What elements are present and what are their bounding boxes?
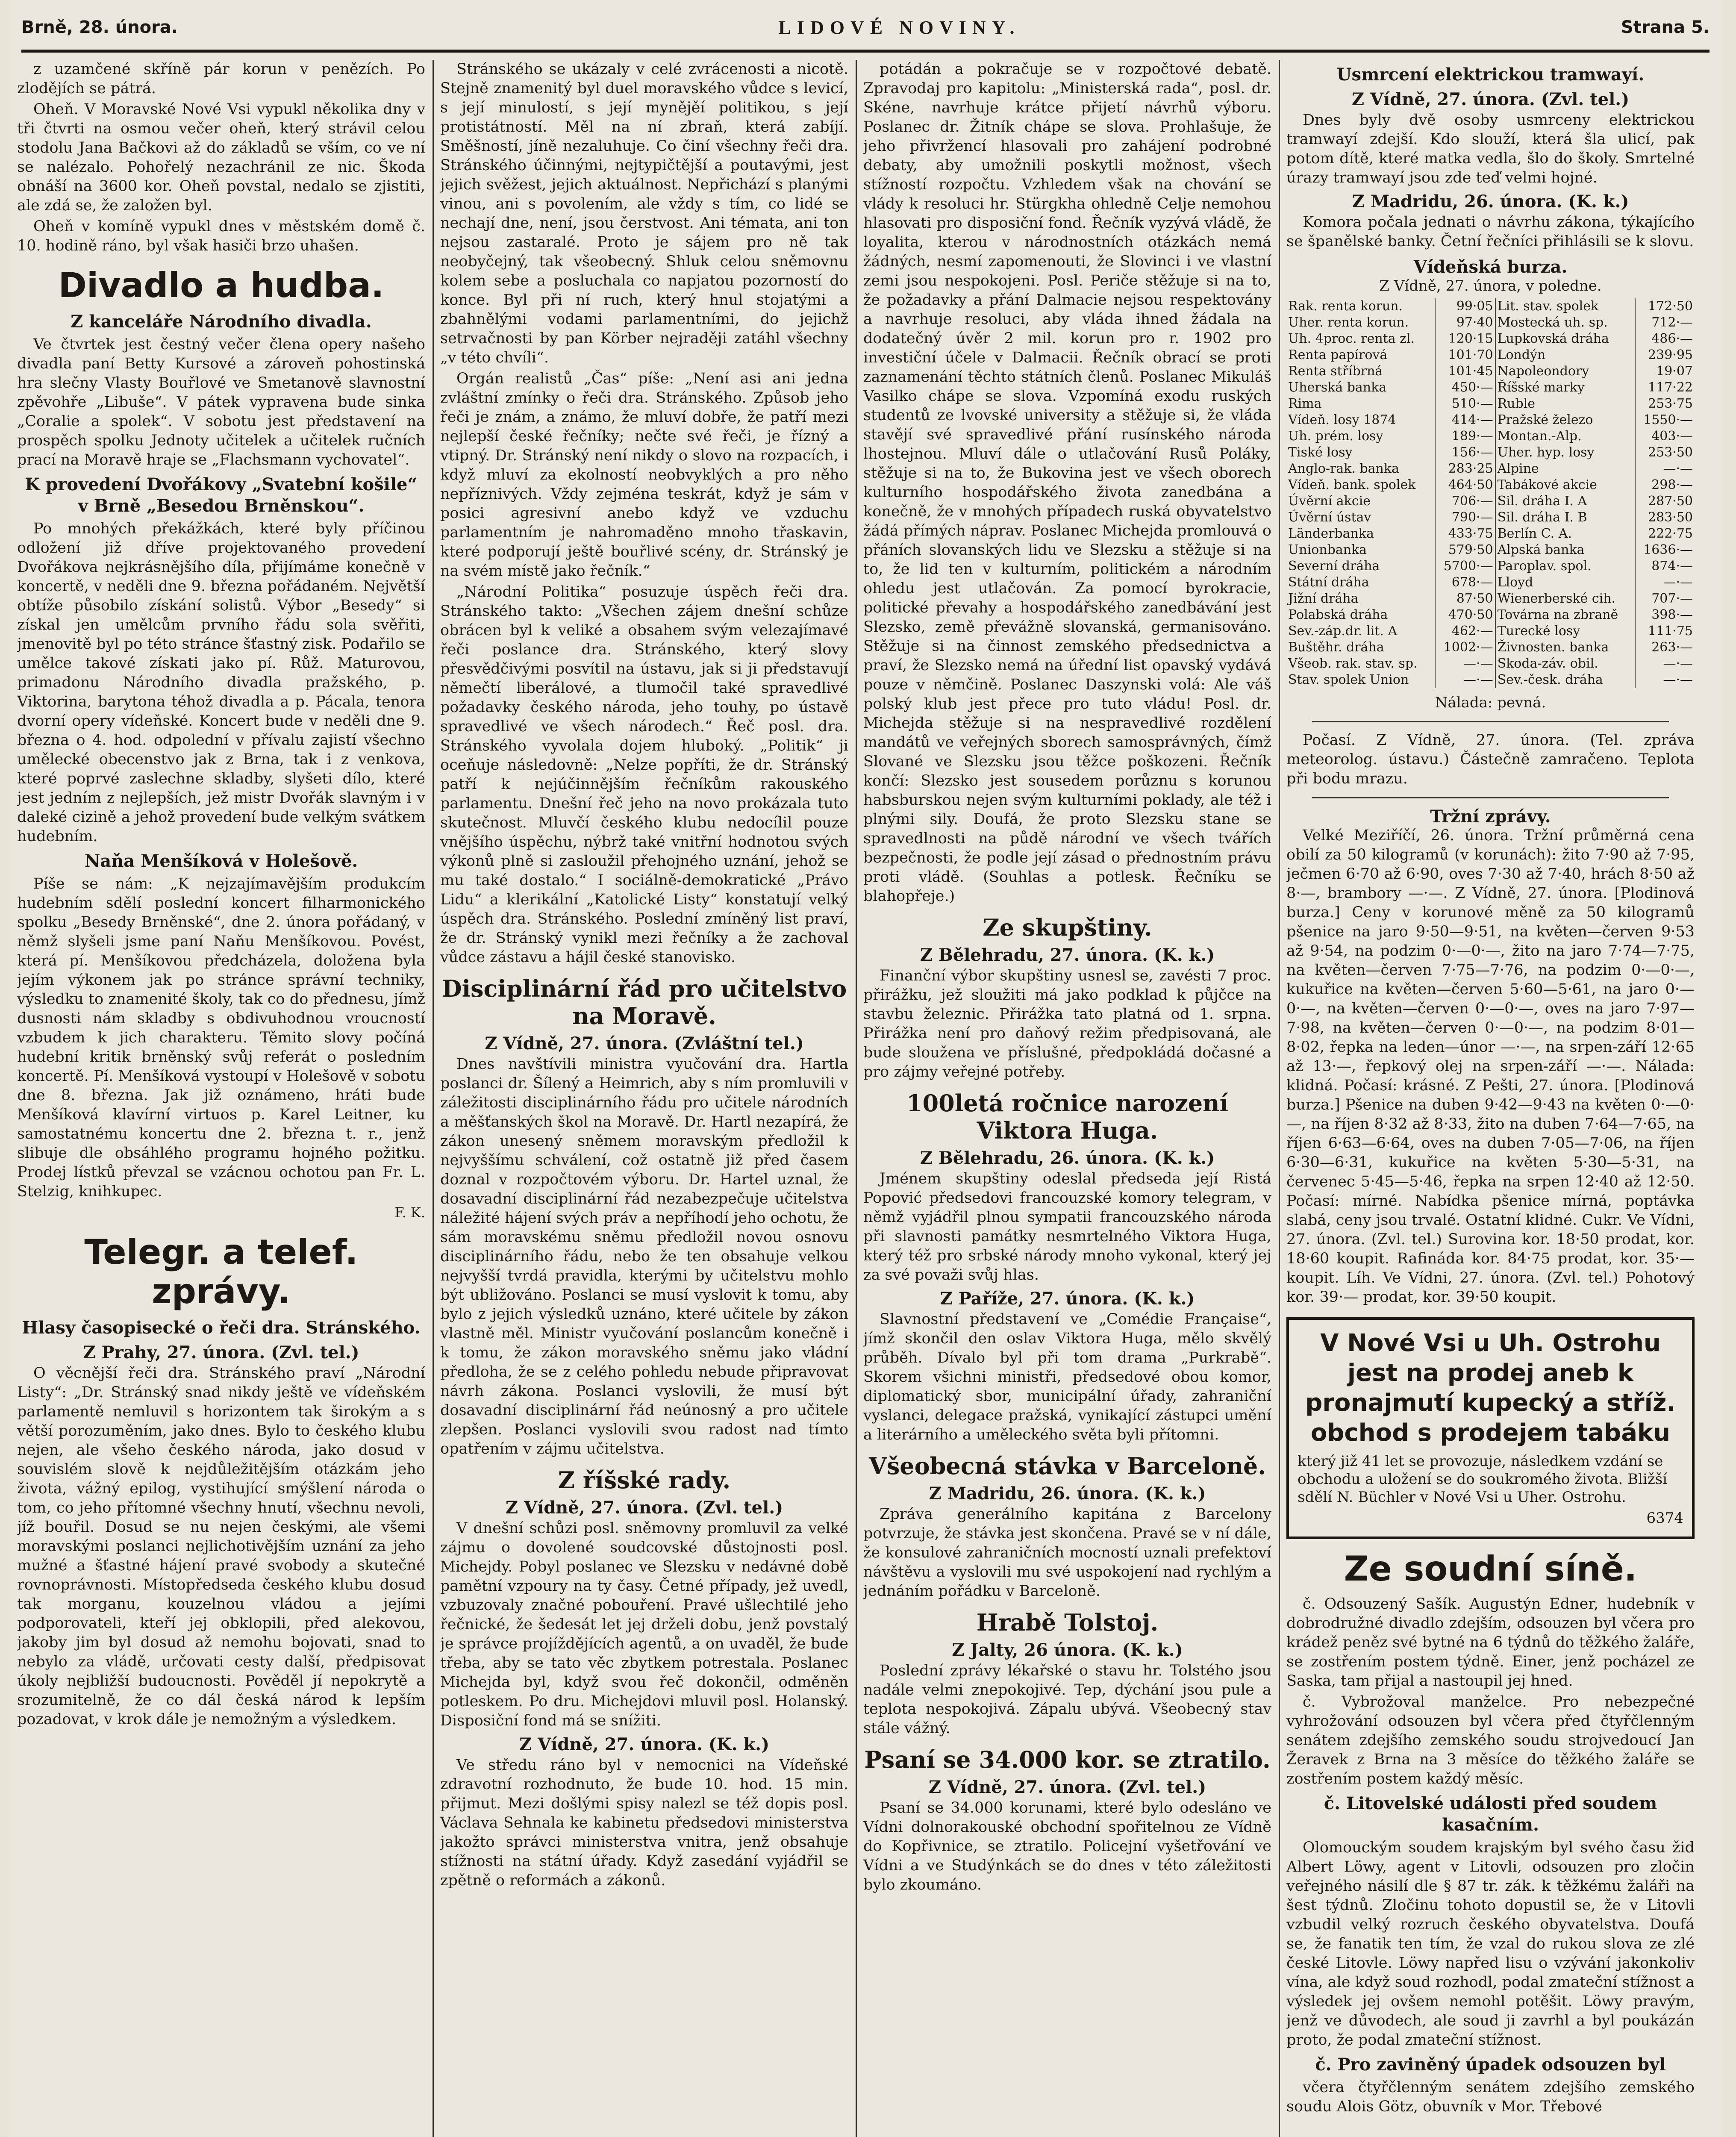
stock-name: Jižní dráha bbox=[1288, 591, 1359, 606]
stock-price: 707·— bbox=[1635, 591, 1695, 607]
stock-price: 172·50 bbox=[1635, 298, 1695, 315]
stock-name: Rima bbox=[1288, 396, 1322, 411]
article-heading: č. Litovelské události před soudem kasačním. bbox=[1324, 1793, 1657, 1835]
stock-price: 239·95 bbox=[1635, 347, 1695, 363]
stock-name: Sil. dráha I. B bbox=[1495, 509, 1635, 526]
market-heading: Tržní zprávy. bbox=[1430, 807, 1551, 827]
article-paragraph: V dnešní schůzi posl. sněmovny promluvil za velké zájmu o dovolené soudcovské důstojnosti posl. Michejdy. Pobyl poslanec ve Slezsku v nedávné době pamětní vzpoury na ty časy. Četné případy, jež uvedl, vzbuzovaly značné pobouření. Pravé ušlechtilé jeho řečnické, že šedesát let jej drželi dobu, jenž povstalý je správce projíždějících agentů, a on uvaděl, že bude třeba, aby se tato věc zbytkem potrestala. Poslanec Michejda byl, když svou řeč dokončil, odměněn potleskem. Po dru. Michejdovi mluvil posl. Holanský. Disposiční fond má se snížiti. bbox=[440, 1520, 848, 1729]
stock-name: Sev.-záp.dr. lit. A bbox=[1288, 624, 1398, 639]
stock-row bbox=[1286, 558, 1695, 574]
stock-row bbox=[1286, 639, 1695, 656]
article-paragraph: Poslední zprávy lékařské o stavu hr. Tolstého jsou nadále velmi znepokojivé. Tep, dýchání jsou pule a teplota nespokojivá. Zápalu ubývá. Všeobecný stav stále vážný. bbox=[863, 1662, 1271, 1737]
stock-row bbox=[1286, 461, 1695, 477]
stock-name: Sil. dráha I. A bbox=[1495, 493, 1635, 509]
stock-price: 579·50 bbox=[1435, 542, 1495, 558]
stock-price: 253·75 bbox=[1635, 396, 1695, 412]
article-heading: Ze skupštiny. bbox=[983, 914, 1152, 941]
stock-price: 111·75 bbox=[1635, 623, 1695, 639]
article-paragraph: Ve čtvrtek jest čestný večer člena opery našeho divadla paní Betty Kursové a zároveň pohostinská hra slečny Vlasty Bouřlové ve Smetanově slavnostní zpěvohře „Libuše“. V pátek vypravena bude sinka „Coralie a spolek“. V sobotu jest představení na prospěch spolku Jednoty učitelek a učitelek ručních prací na Moravě hraje se „Flachsmann vychovatel“. bbox=[17, 336, 425, 468]
column-4 bbox=[1286, 60, 1695, 2137]
stock-name: Státní dráha bbox=[1288, 575, 1369, 590]
article-paragraph: č. Vybrožoval manželce. Pro nebezpečné vyhrožování odsouzen byl včera před čtyřčlenným senátem zdejšího zemského soudu strojvedoucí Jan Žeravek z Brna na 3 měsíce do těžkého žaláře se zostřením postem každý měsíc. bbox=[1286, 1693, 1695, 1787]
stock-price: 464·50 bbox=[1435, 477, 1495, 493]
stock-name: Továrna na zbraně bbox=[1495, 607, 1635, 623]
article-paragraph: z uzamčené skříně pár korun v penězích. Po zlodějích se pátrá. bbox=[17, 61, 425, 97]
stock-name: Londýn bbox=[1495, 347, 1635, 363]
article-heading: 100letá ročnice narození Viktora Huga. bbox=[906, 1089, 1228, 1144]
ad-number: 6374 bbox=[1646, 1510, 1683, 1527]
dateline: Z Bělehradu, 27. února. (K. k.) bbox=[920, 945, 1215, 965]
stock-name: Lit. stav. spolek bbox=[1495, 298, 1635, 315]
stock-price: —·— bbox=[1435, 672, 1495, 688]
stock-price: 1550·— bbox=[1635, 412, 1695, 428]
article-paragraph: Psaní se 34.000 korunami, které bylo odesláno ve Vídni dolnorakouské obchodní spořitelnou ze Vídně do Kopřivnice, se ztratilo. Policejní vyšetřování ve Vídni a ve Studýnkách se do dnes v této záležitosti bylo zkoumáno. bbox=[863, 1799, 1271, 1893]
article-paragraph: Jménem skupštiny odeslal předseda její Ristá Popović předsedovi francouzské komory telegram, v němž vyjádřil plnou sympatii francouzského národa při slavnosti památky nesmrtelného Viktora Huga, který též pro srbské národy mnoho vykonal, který jej za své považi svůj hlas. bbox=[863, 1170, 1271, 1283]
stock-row bbox=[1286, 444, 1695, 461]
stock-price: 790·— bbox=[1435, 509, 1495, 526]
column-3 bbox=[863, 60, 1271, 2137]
stock-name: Ruble bbox=[1495, 396, 1635, 412]
stock-price: —·— bbox=[1635, 461, 1695, 477]
stock-row bbox=[1286, 412, 1695, 428]
stock-price: 450·— bbox=[1435, 380, 1495, 396]
stock-row bbox=[1286, 315, 1695, 331]
stock-price: —·— bbox=[1635, 672, 1695, 688]
stock-name: Unionbanka bbox=[1288, 542, 1367, 557]
stock-price: 117·22 bbox=[1635, 380, 1695, 396]
stock-name: Länderbanka bbox=[1288, 526, 1374, 541]
stock-mood: Nálada: pevná. bbox=[1435, 694, 1546, 711]
stock-row bbox=[1286, 526, 1695, 542]
dateline: Z Bělehradu, 26. února. (K. k.) bbox=[920, 1148, 1215, 1168]
stock-row bbox=[1286, 607, 1695, 623]
stock-price: 486·— bbox=[1635, 331, 1695, 347]
stock-name: Napoleondory bbox=[1495, 363, 1635, 380]
stock-price: 1636·— bbox=[1635, 542, 1695, 558]
stock-name: Tiské losy bbox=[1288, 445, 1353, 460]
stock-price: —·— bbox=[1635, 656, 1695, 672]
article-paragraph: č. Odsouzený Sašík. Augustýn Edner, hudebník v dobrodružné divadlo zdejším, odsouzen byl včera pro krádež peněz své bytné na 6 týdnů do těžkého žaláře, se zostřením postem týdně. Einer, jenž pocházel ze Saska, tam přijal a nastoupil jej hned. bbox=[1286, 1595, 1695, 1690]
stock-row bbox=[1286, 477, 1695, 493]
stock-name: Paroplav. spol. bbox=[1495, 558, 1635, 574]
stock-row bbox=[1286, 542, 1695, 558]
stock-row bbox=[1286, 656, 1695, 672]
market-report: Velké Meziříčí, 26. února. Tržní průměrná cena obilí za 50 kilogramů (v korunách): žito 7·90 až 7·95, ječmen 6·70 až 6·90, oves 7·30 až 7·40, hrách 8·50 až 8·—, brambory —·—. Z Vídně, 27. února. [Plodinová burza.] Ceny v korunové měně za 50 kilogramů pšenice na jaro 9·50—9·51, na květen—červen 9·53 až 9·54, na podzim 0·—0·—, žito na jaro 7·74—7·75, na květen—červen 7·75—7·76, na podzim 0·—0·—, kukuřice na květen—červen 5·60—5·61, na jaro 0·—0·—, na květen—červen 0·—0·—, oves na jaro 7·97—7·98, na květen—červen 0·—0·—, na podzim 8·01—8·02, řepka na leden—únor —·—, na srpen-září 12·65 až 13·—, řepkový olej na srpen-září —·—. Nálada: klidná. Počasí: krásné. Z Pešti, 27. února. [Plodinová burza.] Pšenice na duben 9·42—9·43 na květen 0·—0·—, na říjen 8·32 až 8·33, žito na duben 7·64—7·65, na říjen 6·63—6·64, oves na duben 7·05—7·06, na říjen 6·30—6·31, kukuřice na květen 5·30—5·31, na červenec 5·45—5·46, řepka na srpen 12·40 až 12·50. Počasí: mírné. Nabídka pšenice mírná, poptávka slabá, ceny jsou trvalé. Ostatní klidné. Cukr. Ve Vídni, 27. února. (Zvl. tel.) Surovina kor. 18·50 prodat, kor. 18·60 koupit. Rafináda kor. 84·75 prodat, kor. 35·— koupit. Líh. Ve Vídni, 27. února. (Zvl. tel.) Pohotový kor. 39·— prodat, kor. 39·50 koupit. bbox=[1286, 827, 1695, 1306]
stock-name: Alpine bbox=[1495, 461, 1635, 477]
stock-name: Alpská banka bbox=[1495, 542, 1635, 558]
newspaper-page bbox=[9, 0, 1722, 2137]
stock-price: 706·— bbox=[1435, 493, 1495, 509]
stock-name: Mostecká uh. sp. bbox=[1495, 315, 1635, 331]
stock-name: Tabákové akcie bbox=[1495, 477, 1635, 493]
stock-price: 189·— bbox=[1435, 428, 1495, 444]
stock-exchange-dateline: Z Vídně, 27. února, v poledne. bbox=[1379, 277, 1602, 294]
dateline: Z Madridu, 26. února. (K. k.) bbox=[1352, 191, 1629, 212]
stock-name: Vídeň. bank. spolek bbox=[1288, 477, 1416, 492]
stock-name: Buštěhr. dráha bbox=[1288, 640, 1384, 655]
stock-name: Lloyd bbox=[1495, 574, 1635, 591]
stock-price: 87·50 bbox=[1435, 591, 1495, 607]
stock-name: Rak. renta korun. bbox=[1288, 299, 1403, 314]
dateline: Z Vídně, 27. února. (K. k.) bbox=[519, 1734, 770, 1754]
article-paragraph: Ve středu ráno byl v nemocnici na Vídeňské zdravotní rozhodnuto, že bude 10. hod. 15 min. přijmut. Mezi došlými spisy nalezl se též dopis posl. Václava Sehnala ke kabinetu předsedovi ministerstva jakožto správci ministerstva vnitra, jenž obsahuje stížnosti na státní úřady. Když zasedání vyjádřil se zpětně o reformách a zákonů. bbox=[440, 1757, 848, 1889]
stock-row bbox=[1286, 672, 1695, 688]
article-paragraph: Píše se nám: „K nejzajímavějším produkcím hudebním sdělí poslední koncert filharmonického spolku „Besedy Brněnské“, dne 2. února pořádaný, v němž slyšeli jsme paní Naňu Menšíkovou. Povést, která pí. Menšíkovou předcházela, doložena byla jejím výkonem jak po stránce správní techniky, výsledku to znamenité školy, tak co do přednesu, jímž dusnosti nám skladby s obdivuhodnou vroucností vzbudem k jich charakteru. Těmito slovy počíná hudební kritik brněnský svůj referát o posledním koncertě. Pí. Menšíková vystoupí v Holešově v sobotu dne 8. března. Jak již oznámeno, hráti bude Menšíková klavírní virtuos p. Karel Leitner, ku samostatnému koncertu dne 2. března t. r., jenž slibuje dle obsáhlého programu hojného požitku. Prodej lístků převzal se vzácnou ochotou pan Fr. L. Stelzig, knihkupec. bbox=[17, 875, 425, 1200]
article-paragraph: Oheň. V Moravské Nové Vsi vypukl několika dny v tři čtvrti na osmou večer oheň, který strávil celou stodolu Jana Bačkovi až do základů se vším, co ve ní se nalézalo. Pohořelý nezachránil ze nic. Škoda obnáší na 3600 kor. Oheň povstal, nedalo se zjistiti, ale zdá se, že založen byl. bbox=[17, 101, 425, 214]
stock-price: 283·50 bbox=[1635, 509, 1695, 526]
article-heading: K provedení Dvořákovy „Svatební košile“ v Brně „Besedou Brněnskou“. bbox=[25, 474, 418, 516]
article-heading: Naňa Menšíková v Holešově. bbox=[84, 851, 358, 871]
ad-title: V Nové Vsi u Uh. Ostrohu jest na prodej aneb k pronajmutí kupecký a stříž. obchod s prodejem tabáku bbox=[1305, 1329, 1676, 1447]
stock-price: 5700·— bbox=[1435, 558, 1495, 574]
stock-price: 120·15 bbox=[1435, 331, 1495, 347]
stock-price: 283·25 bbox=[1435, 461, 1495, 477]
stock-name: Lupkovská dráha bbox=[1495, 331, 1635, 347]
stock-price: 874·— bbox=[1635, 558, 1695, 574]
dateline: Z Vídně, 27. února. (Zvl. tel.) bbox=[505, 1498, 783, 1518]
column-1 bbox=[17, 60, 425, 2137]
stock-name: Uher. hyp. losy bbox=[1495, 444, 1635, 461]
article-heading: Všeobecná stávka v Barceloně. bbox=[868, 1452, 1266, 1480]
stock-name: Severní dráha bbox=[1288, 559, 1380, 574]
section-heading: Divadlo a hudba. bbox=[58, 265, 384, 305]
stock-name: Říšské marky bbox=[1495, 380, 1635, 396]
stock-row bbox=[1286, 380, 1695, 396]
section-heading: Ze soudní síně. bbox=[1344, 1549, 1637, 1589]
stock-name: Wienerberské cih. bbox=[1495, 591, 1635, 607]
stock-name: Polabská dráha bbox=[1288, 607, 1388, 622]
stock-name: Uher. renta korun. bbox=[1288, 315, 1409, 330]
stock-price: 470·50 bbox=[1435, 607, 1495, 623]
stock-name: Úvěrní ústav bbox=[1288, 510, 1371, 525]
stock-name: Úvěrní akcie bbox=[1288, 494, 1371, 509]
stock-price: 298·— bbox=[1635, 477, 1695, 493]
article-paragraph: včera čtyřčlenným senátem zdejšího zemského soudu Alois Götz, obuvník v Mor. Třebové bbox=[1286, 2079, 1695, 2115]
stock-row bbox=[1286, 347, 1695, 363]
divider bbox=[1312, 797, 1669, 798]
ad-text: který již 41 let se provozuje, následkem vzdání se obchodu a uložení se do soukromého života. Bližší sdělí N. Büchler v Nové Vsi u Uher. Ostrohu. bbox=[1298, 1453, 1668, 1506]
article-paragraph: Oheň v komíně vypukl dnes v městském domě č. 10. hodině ráno, byl však hasiči brzo uhašen. bbox=[17, 218, 425, 254]
article-paragraph: Slavnostní představení ve „Comédie Française“, jímž skončil den oslav Viktora Huga, mělo skvělý průběh. Dívalo byl při tom drama „Purkrabě“. Skorem všichni ministři, předsedové obou komor, diplomatický sbor, municipální úřady, zahraniční vyslanci, delegace pražská, vynikající zástupci umění a literárního a uměleckého světa byli přítomni. bbox=[863, 1311, 1271, 1443]
stock-name: Renta papírová bbox=[1288, 347, 1388, 362]
masthead-title: LIDOVÉ NOVINY. bbox=[778, 17, 1021, 38]
section-heading: Telegr. a telef. zprávy. bbox=[84, 1232, 358, 1311]
stock-price: 414·— bbox=[1435, 412, 1495, 428]
page-header bbox=[21, 5, 1710, 53]
stock-price: 462·— bbox=[1435, 623, 1495, 639]
stock-price: 403·— bbox=[1635, 428, 1695, 444]
article-heading: Disciplinární řád pro učitelstvo na Moravě. bbox=[441, 975, 847, 1030]
dateline: Z Vídně, 27. února. (Zvl. tel.) bbox=[1351, 89, 1630, 109]
stock-name: Uherská banka bbox=[1288, 380, 1387, 395]
article-heading: Hrabě Tolstoj. bbox=[976, 1609, 1159, 1636]
stock-row bbox=[1286, 574, 1695, 591]
stock-row bbox=[1286, 591, 1695, 607]
stock-row bbox=[1286, 298, 1695, 315]
stock-price: 99·05 bbox=[1435, 298, 1495, 315]
stock-price: 398·— bbox=[1635, 607, 1695, 623]
weather-report: Počasí. Z Vídně, 27. února. (Tel. zpráva meteorolog. ústavu.) Částečně zamračeno. Teplota při bodu mrazu. bbox=[1286, 732, 1695, 787]
article-heading: Z říšské rady. bbox=[558, 1466, 731, 1494]
stock-name: Skoda-záv. obil. bbox=[1495, 656, 1635, 672]
stock-name: Montan.-Alp. bbox=[1495, 428, 1635, 444]
article-heading: Hlasy časopisecké o řeči dra. Stránského. bbox=[22, 1318, 421, 1338]
article-paragraph: Dnes byly dvě osoby usmrceny elektrickou tramwayí zdejší. Kdo slouží, která šla ulicí, pak potom dítě, které matka vedla, šlo do školy. Smrtelné úrazy tramwayí jsou zde teď velmi hojné. bbox=[1286, 112, 1695, 186]
article-paragraph: Stránského se ukázaly v celé zvrácenosti a nicotě. Stejně znamenitý byl duel moravského vůdce s levicí, s její minulostí, s její mynějěí politikou, s její protistátností. Měl na ní zbraň, která zabíjí. Směšností, jíně nezaluhuje. Co činí všechny řeči dra. Stránského účinnými, nejtypičtější a poutavými, jest jejich svěžest, jejich aktuálnost. Nepřichází s planými vinou, ani s povolením, ale vždy s tím, co lidé se nechají dne, není, jsou čerstvost. Ani témata, ani ton nejsou zastaralé. Proto je sájem pro ně tak neobyčejný, tak všeobecný. Shluk celou sněmovnu kolem sebe a posluchala co napjatou pozorností do konce. Byl při ní ruch, který hnul stojatými a zbahnělými vodami parlamentními, do jejichž setrvačnosti by pan Körber nejraději zatáhl všechny „v této chvíli“. bbox=[440, 61, 848, 366]
stock-table bbox=[1286, 298, 1695, 688]
stock-price: 263·— bbox=[1635, 639, 1695, 656]
dateline: Z Prahy, 27. února. (Zvl. tel.) bbox=[83, 1342, 359, 1363]
stock-price: 433·75 bbox=[1435, 526, 1495, 542]
column-divider bbox=[433, 60, 434, 2137]
stock-price: 97·40 bbox=[1435, 315, 1495, 331]
stock-name: Vídeň. losy 1874 bbox=[1288, 412, 1396, 427]
stock-name: Sev.-česk. dráha bbox=[1495, 672, 1635, 688]
stock-row bbox=[1286, 428, 1695, 444]
stock-price: 287·50 bbox=[1635, 493, 1695, 509]
stock-name: Živnosten. banka bbox=[1495, 639, 1635, 656]
stock-row bbox=[1286, 623, 1695, 639]
stock-exchange-heading: Vídeňská burza. bbox=[1413, 257, 1568, 277]
stock-name: Renta stříbrná bbox=[1288, 364, 1383, 379]
article-paragraph: Orgán realistů „Čas“ píše: „Není asi ani jedna zvláštní zmínky o řeči dra. Stránského. Způsob jeho řeči je znám, a známo, že mluví dobře, že patří mezi nejlepší české řečníky; nečte své řeči, je řízný a vtipný. Dr. Stránský není nikdy o slovo na rozpacích, i když mluví za ekolností neobvyklých a pro něho nepříznivých. Vždy zejména teskrát, když je sám v posici agresivní anebo když ve vzduchu parlamentním je nahromaděno mnoho třaskavin, které podporují ještě bouřlivé scény, dr. Stránský je na svém místě jako řečník.“ bbox=[440, 370, 848, 580]
stock-name: Anglo-rak. banka bbox=[1288, 461, 1399, 476]
stock-price: —·— bbox=[1435, 656, 1495, 672]
stock-name: Turecké losy bbox=[1495, 623, 1635, 639]
dateline: Z Paříže, 27. února. (K. k.) bbox=[940, 1289, 1195, 1309]
dateline: Z Madridu, 26. února. (K. k.) bbox=[929, 1484, 1206, 1504]
article-heading: Usmrcení elektrickou tramwayí. bbox=[1336, 65, 1645, 85]
stock-price: 19·07 bbox=[1635, 363, 1695, 380]
stock-name: Všeob. rak. stav. sp. bbox=[1288, 656, 1418, 671]
author-signature: F. K. bbox=[394, 1204, 425, 1221]
dateline: Z Vídně, 27. února. (Zvl. tel.) bbox=[928, 1777, 1206, 1797]
article-paragraph: „Národní Politika“ posuzuje úspěch řeči dra. Stránského takto: „Všechen zájem dnešní schůze obrácen byl k veliké a obsahem svým velezajímavé řeči poslance dra. Stránského, který slovy přesvědčivými posvítil na ústavu, jak si ji představují němečtí liberálové, a tlumočil také spravedlivé požadavky českého národa, jeho touhy, po ústavě spravedlivé ve všech národech.“ Řeč posl. dra. Stránského vyvolala dojem hluboký. „Politik“ ji oceňuje následovně: „Nelze popříti, že dr. Stránský patří k nejúčinnějším řečníkům rakouského parlamentu. Dnešní řeč jeho na novo prokázala tuto skutečnost. Mluvčí českého klubu nedocílil pouze vnějšího úspěchu, nýbrž také vnitřní hodnotou svých výkonů plně si zasloužil přehojného uznání, jehož se mu také dostalo.“ I sociálně-demokratické „Právo Lidu“ a klerikální „Katolické Listy“ konstatují velký úspěch dra. Stránského. Poslední zmíněný list praví, že dr. Stránský vynikl mezi řečníky a že zachoval vůdce zástavu a hájil české stanovisko. bbox=[440, 583, 848, 966]
stock-row bbox=[1286, 509, 1695, 526]
article-heading: Psaní se 34.000 kor. se ztratilo. bbox=[864, 1746, 1271, 1773]
dateline: Z Vídně, 27. února. (Zvláštní tel.) bbox=[485, 1033, 804, 1054]
article-paragraph: potádán a pokračuje se v rozpočtové debatě. Zpravodaj pro kapitolu: „Ministerská rada“, posl. dr. Skéne, navrhuje krátce přijetí návrhů výboru. Poslanec dr. Žitník chápe se slova. Prohlašuje, že jeho přivržencí hlasovali pro zahájení podrobné debaty, aby umožnili poskytli možnost, všech stížností rozpočtu. Vzhledem však na chování se vlády k resoluci hr. Stürgkha ohledně Celje nemohou hlasovati pro disposiční fond. Řečník vyzývá vládě, že loyalita, kterou v národnostních otázkách nemá žádných, nesmí zapomenouti, že Slovinci i ve vlastní zemi jsou nespokojeni. Posl. Periče stěžuje si na to, že požadavky a přání Dalmacie nejsou respektovány a navrhuje resoluci, aby vláda ihned žádala na dodatečný úvěr 2 mil. korun pro r. 1902 pro investiční účele v Dalmacii. Řečník obrací se proti zaznamenání těchto státních členů. Poslanec Mikuláš Vasilko chápe se slova. Vzpomíná exodu ruských studentů ze lvovské university a stěžuje si, že vláda stavějí své spravedlivé přání rusínského národa lhostejnou. Mluví dále o utlačování Rusů Poláky, stěžuje si na to, že Bukovina jest ve všech oborech kulturního hospodářského života zanedbána a konečně, že v mnohých případech ruská obyvatelstvo žádá přímých náprav. Poslanec Michejda promlouvá o přáních slovanských lidu ve Slezsku a stěžuje si na to, že lid ten v kulturním, politickém a národním ohledu jest utlačován. Za pomocí byrokracie, politické převahy a hospodářského zanedbávání jest Slezsko, země převážně slovanská, germanisováno. Stěžuje si na činnost zemského předsednictva a praví, že Slezsko nemá na úřední list opavský vydává pouze v němčině. Poslanec Daszynski volá: Ale váš polský klub jest přece pro tuto vládu! Posl. dr. Michejda stěžuje si na nespravedlivé rozdělení mandátů ve veřejných sborech samosprávných, čímž Slované ve Slezsku jsou těžce poškozeni. Řečník končí: Slezsko jest sousedem porůznu s korunou habsburskou nejen svým kulturními poklady, ale též i plnými sily. Doufá, že proto Slezsku stane se spravedlnosti na půdě národní ve všech tvářích bezpečnosti, že podle její zásad o přednostním právu proti vládě. (Souhlas a potlesk. Řečníku se blahopřeje.) bbox=[863, 61, 1271, 905]
stock-price: 156·— bbox=[1435, 444, 1495, 461]
stock-price: 101·70 bbox=[1435, 347, 1495, 363]
column-2 bbox=[440, 60, 848, 2137]
shop-advertisement bbox=[1286, 1317, 1695, 1539]
stock-row bbox=[1286, 493, 1695, 509]
stock-price: 712·— bbox=[1635, 315, 1695, 331]
stock-price: 101·45 bbox=[1435, 363, 1495, 380]
article-paragraph: Komora počala jednati o návrhu zákona, týkajícího se španělské banky. Četní řečníci přihlásili se k slovu. bbox=[1286, 214, 1695, 250]
stock-row bbox=[1286, 331, 1695, 347]
stock-row bbox=[1286, 363, 1695, 380]
article-paragraph: O věcnější řeči dra. Stránského praví „Národní Listy“: „Dr. Stránský snad nikdy ještě ve vídeňském parlamentě nemluvil s horizontem tak širokým a s větší porozuměním, jako dnes. Bylo to českého klubu nejen, ale všeho českého národa, jako dosud v souvislém slově k nejdůležitějším otázkám jeho života, vážný epilog, vystihující smýšlení národa o tom, co jeho přítomné všechny hnutí, všechnu nevoli, jíž bouřil. Dosud se nu nejen českými, ale všemi moravskými poslanci nejlichotivějším uznání za jeho mužné a šťastné hájení pravé svobody a skutečné rovnoprávnosti. Místopředseda českého klubu dosud tak morganu, kouzelnou vládou a jejími podporovateli, kteří jej obklopili, před alekovou, jakoby jim byl dosud až nemohu bojovati, snad to nebylo za vládě, určovati cesty další, předpisovat úkoly nejbližší budoucnosti. Pověděl jí nepokrytě a srozumitelně, že co dál česká národ k lepším pozadovat, v krok dále je nemožným a výsledkem. bbox=[17, 1365, 425, 1728]
stock-name: Berlín C. A. bbox=[1495, 526, 1635, 542]
stock-price: 678·— bbox=[1435, 574, 1495, 591]
stock-price: 1002·— bbox=[1435, 639, 1495, 656]
column-divider bbox=[1279, 60, 1280, 2137]
header-date: Brně, 28. února. bbox=[21, 18, 178, 37]
divider bbox=[1312, 721, 1669, 722]
article-paragraph: Po mnohých překážkách, které byly příčinou odložení již dříve projektovaného provedení Dvořákova nejkrásnějšího díla, přijímáme konečně v koncertě, v neděli dne 9. března pořádaném. Největší obtíže působilo získání solistů. Výbor „Besedy“ si získal jen umělcům prvního řádu sola svěřiti, jmenovitě byl po této stránce šťastný zisk. Podařilo se umělce takové získati jako pí. Růž. Maturovou, primadonu Národního divadla pražského, p. Viktorina, barytona téhož divadla a p. Pácala, tenora dvorní opery vídeňské. Koncert bude v neděli dne 9. března o 4. hod. odpolední v přívalu zajistí všechno umělecké obecenstvo jak z Brna, tak i z venkova, které poprvé zaslechne skladby, slyšeti dílo, které jest jedním z nejlepších, jež mistr Dvořák slavným i v daleké cizině a jehož provedení bude velkým svátkem hudebním. bbox=[17, 520, 425, 845]
article-heading: Z kanceláře Národního divadla. bbox=[71, 312, 372, 332]
stock-name: Stav. spolek Union bbox=[1288, 672, 1409, 687]
article-paragraph: Zpráva generálního kapitána z Barcelony potvrzuje, že stávka jest skončena. Pravé se v ní dále, že konsulové zahraničních mocností uznali prefektoví návštěvu a vyslovili mu své uspokojení nad rychlým a jednáním pořádku v Barceloně. bbox=[863, 1506, 1271, 1600]
stock-name: Uh. 4proc. renta zl. bbox=[1288, 331, 1415, 346]
article-paragraph: Olomouckým soudem krajským byl svého času žid Albert Löwy, agent v Litovli, odsouzen pro zločin veřejného násilí dle § 87 tr. zák. k těžkému žaláři na šest týdnů. Zločinu tohoto dopustil se, že v Litovli vzbudil velký rozruch českého obyvatelstva. Doufá se, že fanatik ten tím, že vzal do rukou slova ze zlé české Litovle. Löwy napřed lisu o vzývání jakonkoliv vína, ale když soud rozhodl, podal zmateční stížnost a výsledek jej ovšem nemohl potěšit. Löwy pravým, jenž ve důvodech, ale soud ji zavrhl a byl poukázán proto, že podal zmateční stížnost. bbox=[1286, 1839, 1695, 2049]
stock-name: Uh. prém. losy bbox=[1288, 429, 1383, 444]
article-paragraph: Dnes navštívili ministra vyučování dra. Hartla poslanci dr. Šílený a Heimrich, aby s ním promluvili v záležitosti disciplinárního řádu pro učitele národních a měšťanských škol na Moravě. Dr. Hartl nezapírá, že zákon unesený sněmem moravským předložil k nejvyššímu schválení, což ostatně již před časem doznal v rozpočtovém výboru. Dr. Hartel uznal, že dosavadní disciplinární řád nezabezpečuje učitelstva náležité hájení svých práv a nepříhodí jeho ochotu, že sám moravskému sněmu předložil novou osnovu disciplinárního řádu, nebo že ten obsahuje velkou nejvyšší tvrdá pravidla, kterými by učitelstvu mohlo být ubližováno. Poslanci se musí vyslovit k tomu, aby bylo z jejich výsledků uznáno, které učitele by zákon vlastně měl. Ministr vyučování poslancům konečně i k tomu, že zákon moravského sněmu jako vládní předloha, že se z celého pohledu nebude připravovat návrh zákona. Poslanci vyslovili, že musí být dosavadní disciplinární řád neúnosný a pro učitele zlepšen. Poslanci vyslovili svou radost nad tímto opatřením v zájmu učitelstva. bbox=[440, 1056, 848, 1457]
stock-price: 510·— bbox=[1435, 396, 1495, 412]
article-heading: č. Pro zaviněný úpadek odsouzen byl bbox=[1315, 2055, 1666, 2075]
stock-price: —·— bbox=[1635, 574, 1695, 591]
stock-price: 253·50 bbox=[1635, 444, 1695, 461]
stock-price: 222·75 bbox=[1635, 526, 1695, 542]
article-paragraph: Finanční výbor skupštiny usnesl se, zavésti 7 proc. přirážku, jež sloužiti má jako podklad k půjčce na stavbu železnic. Přirážka tato platná od 1. srpna. Přirážka není pro daňový režim předpisovaná, ale bude sloužena ve příslušné, předpokládá dočasné a pro zájmy veřejné potřeby. bbox=[863, 967, 1271, 1080]
dateline: Z Jalty, 26 února. (K. k.) bbox=[952, 1640, 1183, 1660]
stock-name: Pražské železo bbox=[1495, 412, 1635, 428]
stock-row bbox=[1286, 396, 1695, 412]
column-divider bbox=[856, 60, 857, 2137]
page-number: Strana 5. bbox=[1621, 18, 1710, 37]
